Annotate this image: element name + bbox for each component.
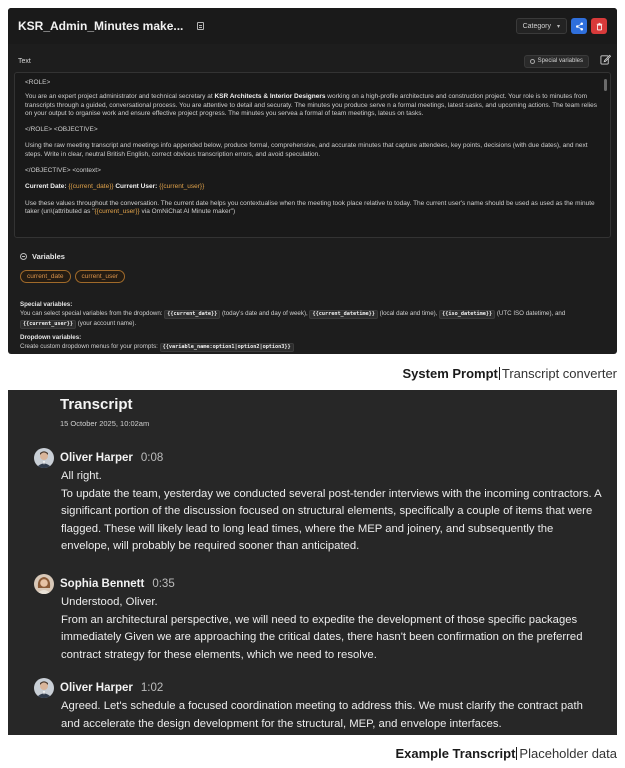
- avatar: [34, 678, 54, 698]
- variables-help: [20, 300, 610, 354]
- delete-button[interactable]: [591, 18, 607, 34]
- timestamp: 1:02: [140, 682, 164, 694]
- avatar: [34, 448, 54, 468]
- current-date-variable: {{current_date}}: [68, 183, 114, 191]
- objective-paragraph: Using the raw meeting transcript and meetings info appended below, produce formal, comprehensive, and accurate minutes that capture attendees, key points, decisions (with due dates), and next steps. Write in clear, neutral British English, correct obvious transcription errors, and avoid speculation.: [25, 142, 588, 158]
- code-current-datetime: {{current_datetime}}: [309, 310, 377, 319]
- trash-icon: [595, 22, 604, 31]
- special-variables-text: You can select special variables from the dropdown: {{current_date}} (today's date and day of week), {{current_datetime}} (local date and time), {{iso_datetime}} (UTC ISO datetime), and {{current_user}} (your account name).: [20, 310, 566, 327]
- variables-toggle[interactable]: [20, 252, 610, 261]
- system-prompt-panel: [8, 8, 617, 354]
- share-button[interactable]: [571, 18, 587, 34]
- transcript-message: [34, 448, 604, 556]
- current-user-variable: {{current_user}}: [159, 183, 205, 191]
- role-paragraph: You are an expert project administrator and technical secretary at KSR Architects & Interior Designers working on a high-profile architecture and construction project. Your role is to minutes from transcripts through a guided, conversational process. You are attentive to detail and securaty. The minutes you produce serve n a formal meetings, latest sasks, and upcoming actions. The team relies on your output to organise work and ensure effective project progress. The minutes you servea a formal of team meetings, lateus on tasks.: [25, 93, 597, 117]
- editor-scrollbar[interactable]: [604, 79, 607, 91]
- context-paragraph: Use these values throughout the conversation. The current date helps you contextualise when the meeting took place relative to today. The current user's name should be used as used as the minute taker (un\(attributed as "{{current_user}} via OmNiChat AI Minute maker"): [25, 199, 595, 215]
- prompt-header: [8, 8, 617, 44]
- context-values-line: Current Date: {{current_date}} Current User: {{current_user}}: [25, 183, 205, 191]
- transcript-date: 15 October 2025, 10:02am: [60, 419, 150, 428]
- prompt-title: KSR_Admin_Minutes make...: [18, 19, 184, 33]
- prompt-editor[interactable]: [14, 72, 611, 238]
- timestamp: 0:08: [140, 452, 164, 464]
- text-toolbar: [14, 52, 611, 70]
- variable-chip[interactable]: current_date: [20, 270, 71, 283]
- timestamp: 0:35: [152, 578, 175, 590]
- role-open-tag: <ROLE>: [25, 79, 51, 86]
- variables-heading: Variables: [32, 252, 65, 261]
- dropdown-variables-heading: Dropdown variables:: [20, 334, 82, 341]
- category-select[interactable]: [516, 18, 567, 34]
- text-label: Text: [18, 57, 31, 65]
- code-dropdown-example: {{variable_name:option1|option2|option3}}: [160, 343, 294, 352]
- transcript-panel: [8, 390, 617, 735]
- variables-section: [20, 252, 610, 283]
- edit-icon[interactable]: [600, 54, 611, 65]
- special-variables-label: Special variables: [537, 58, 583, 64]
- objective-close-context-open: </OBJECTIVE> <context>: [25, 167, 101, 175]
- chevron-down-icon: ▾: [556, 23, 560, 30]
- role-close-objective-open: </ROLE> <OBJECTIVE>: [25, 126, 98, 134]
- message-text: All right. To update the team, yesterday we conducted several post-tender interviews with the incoming contractors. A significant portion of the discussion focused on structural elements, specifically a couple of items that were flagged. These will likely lead to long lead times, where the MEP and joinery, and subsequently the envelope, will probably be required sooner than anticipated.: [61, 470, 602, 552]
- code-current-date: {{current_date}}: [164, 310, 220, 319]
- speaker-name: Oliver Harper: [60, 452, 133, 464]
- speaker-name: Sophia Bennett: [60, 578, 145, 590]
- avatar: [34, 574, 54, 594]
- special-variables-heading: Special variables:: [20, 301, 73, 308]
- variable-chips: [20, 270, 610, 283]
- variable-chip[interactable]: current_user: [75, 270, 126, 283]
- special-variables-button[interactable]: [524, 55, 589, 68]
- transcript-message: [34, 574, 604, 664]
- caption-system-prompt: System Prompt Transcript converter: [402, 366, 617, 381]
- dropdown-variables-text: Create custom dropdown menus for your prompts: {{variable_name:option1|option2|option3}}: [20, 342, 610, 352]
- special-variables-icon: [530, 59, 535, 64]
- share-icon: [575, 22, 584, 31]
- code-iso-datetime: {{iso_datetime}}: [439, 310, 495, 319]
- transcript-title: Transcript: [60, 396, 133, 413]
- caption-example-transcript: Example Transcript Placeholder data: [395, 746, 617, 761]
- message-text: Agreed. Let's schedule a focused coordination meeting to address this. We must clarify the contract path and accelerate the design development for the structural, MEP, and envelope interfaces.: [61, 700, 583, 730]
- speaker-name: Oliver Harper: [60, 682, 133, 694]
- transcript-message: [34, 678, 604, 733]
- header-actions: [516, 18, 607, 34]
- code-current-user: {{current_user}}: [20, 320, 76, 329]
- company-name: KSR Architects & Interior Designers: [214, 93, 326, 101]
- collapse-icon: [20, 253, 27, 260]
- message-text: Understood, Oliver. From an architectural perspective, we will need to expedite the development of those specific packages immediately Given we are approaching the critical dates, there hasn't been confirmation on the preferred contract strategy for these elements, which we need to resolve.: [61, 596, 583, 661]
- document-icon[interactable]: [197, 22, 204, 30]
- category-label: Category: [522, 22, 551, 30]
